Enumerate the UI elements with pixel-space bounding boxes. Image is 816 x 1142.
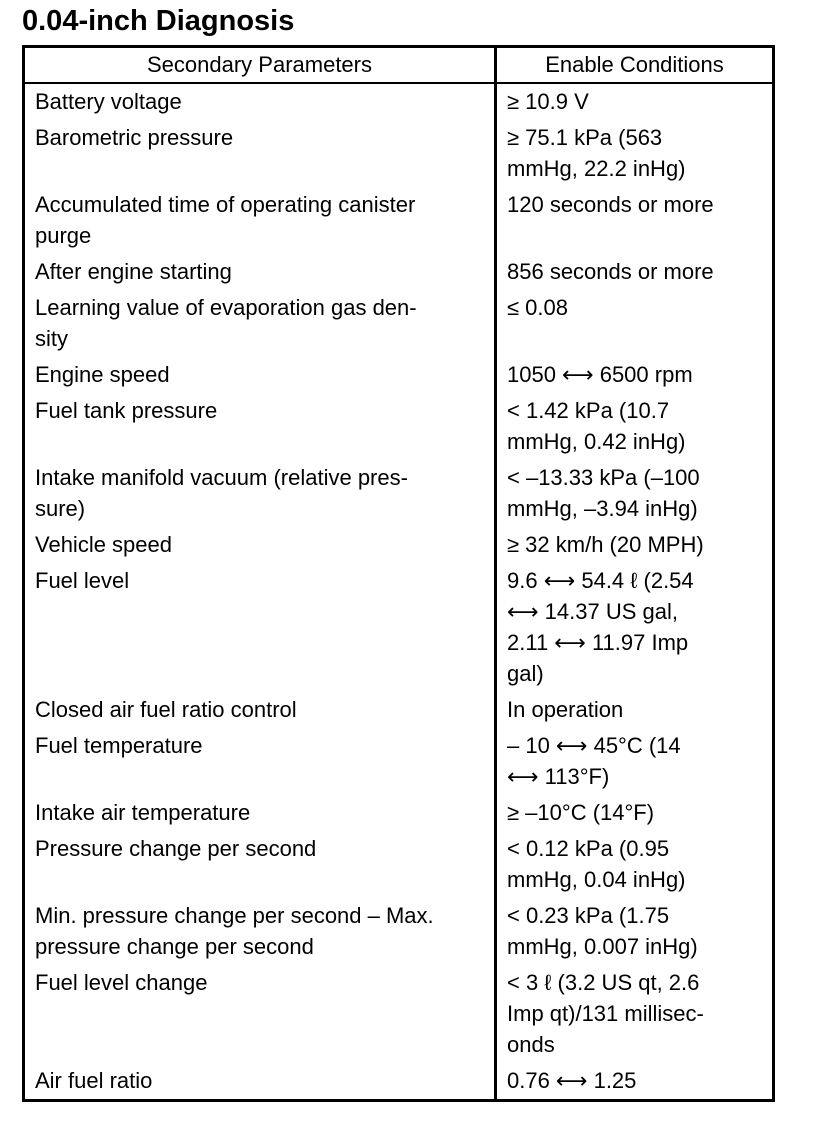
condition-cell: < 0.12 kPa (0.95 mmHg, 0.04 inHg): [507, 836, 686, 892]
condition-cell: In operation: [507, 697, 624, 722]
condition-cell: 0.76 ⟷ 1.25: [507, 1068, 637, 1093]
enable-conditions-table: [22, 45, 775, 1102]
parameter-cell: Fuel tank pressure: [24, 393, 496, 460]
parameter-cell: After engine starting: [24, 254, 496, 290]
table-row: [24, 563, 774, 692]
table-row: [24, 965, 774, 1063]
parameter-cell: Learning value of evaporation gas den- sity: [24, 290, 496, 357]
condition-cell: < 0.23 kPa (1.75 mmHg, 0.007 inHg): [507, 903, 698, 959]
table-row: [24, 728, 774, 795]
table-row: [24, 187, 774, 254]
header-secondary-parameters: Secondary Parameters: [24, 47, 496, 84]
parameter-cell: Min. pressure change per second – Max. pressure change per second: [24, 898, 496, 965]
parameter-cell: Closed air fuel ratio control: [24, 692, 496, 728]
condition-cell: ≥ 10.9 V: [507, 89, 589, 114]
table-row: [24, 393, 774, 460]
parameter-cell: Intake air temperature: [24, 795, 496, 831]
parameter-cell: Fuel level: [24, 563, 496, 692]
table-row: [24, 795, 774, 831]
table-row: [24, 120, 774, 187]
parameter-cell: Pressure change per second: [24, 831, 496, 898]
table-row: [24, 460, 774, 527]
parameter-cell: Battery voltage: [24, 83, 496, 120]
table-row: [24, 83, 774, 120]
condition-cell: 120 seconds or more: [507, 192, 714, 217]
parameter-cell: Engine speed: [24, 357, 496, 393]
parameter-cell: Air fuel ratio: [24, 1063, 496, 1101]
page-title: 0.04-inch Diagnosis: [22, 5, 295, 37]
condition-cell: 9.6 ⟷ 54.4 ℓ (2.54 ⟷ 14.37 US gal, 2.11 ⟷ 11.97 Imp gal): [507, 568, 694, 686]
condition-cell: – 10 ⟷ 45°C (14 ⟷ 113°F): [507, 733, 681, 789]
table-row: [24, 898, 774, 965]
table-row: [24, 692, 774, 728]
table-row: [24, 254, 774, 290]
condition-cell: < 1.42 kPa (10.7 mmHg, 0.42 inHg): [507, 398, 686, 454]
parameter-cell: Fuel temperature: [24, 728, 496, 795]
condition-cell: < 3 ℓ (3.2 US qt, 2.6 Imp qt)/131 millisec- onds: [507, 970, 704, 1057]
condition-cell: ≥ 32 km/h (20 MPH): [507, 532, 704, 557]
condition-cell: ≤ 0.08: [507, 295, 569, 320]
condition-cell: 856 seconds or more: [507, 259, 714, 284]
parameter-cell: Intake manifold vacuum (relative pres- sure): [24, 460, 496, 527]
header-enable-conditions: Enable Conditions: [496, 47, 774, 84]
condition-cell: ≥ 75.1 kPa (563 mmHg, 22.2 inHg): [507, 125, 686, 181]
table-row: [24, 527, 774, 563]
parameter-cell: Vehicle speed: [24, 527, 496, 563]
table-row: [24, 1063, 774, 1101]
condition-cell: 1050 ⟷ 6500 rpm: [507, 362, 693, 387]
condition-cell: < –13.33 kPa (–100 mmHg, –3.94 inHg): [507, 465, 700, 521]
condition-cell: ≥ –10°C (14°F): [507, 800, 655, 825]
parameter-cell: Accumulated time of operating canister purge: [24, 187, 496, 254]
table-row: [24, 357, 774, 393]
table-body: [24, 83, 774, 1101]
parameter-cell: Barometric pressure: [24, 120, 496, 187]
table-header-row: [24, 47, 774, 84]
table-row: [24, 290, 774, 357]
table-row: [24, 831, 774, 898]
parameter-cell: Fuel level change: [24, 965, 496, 1063]
